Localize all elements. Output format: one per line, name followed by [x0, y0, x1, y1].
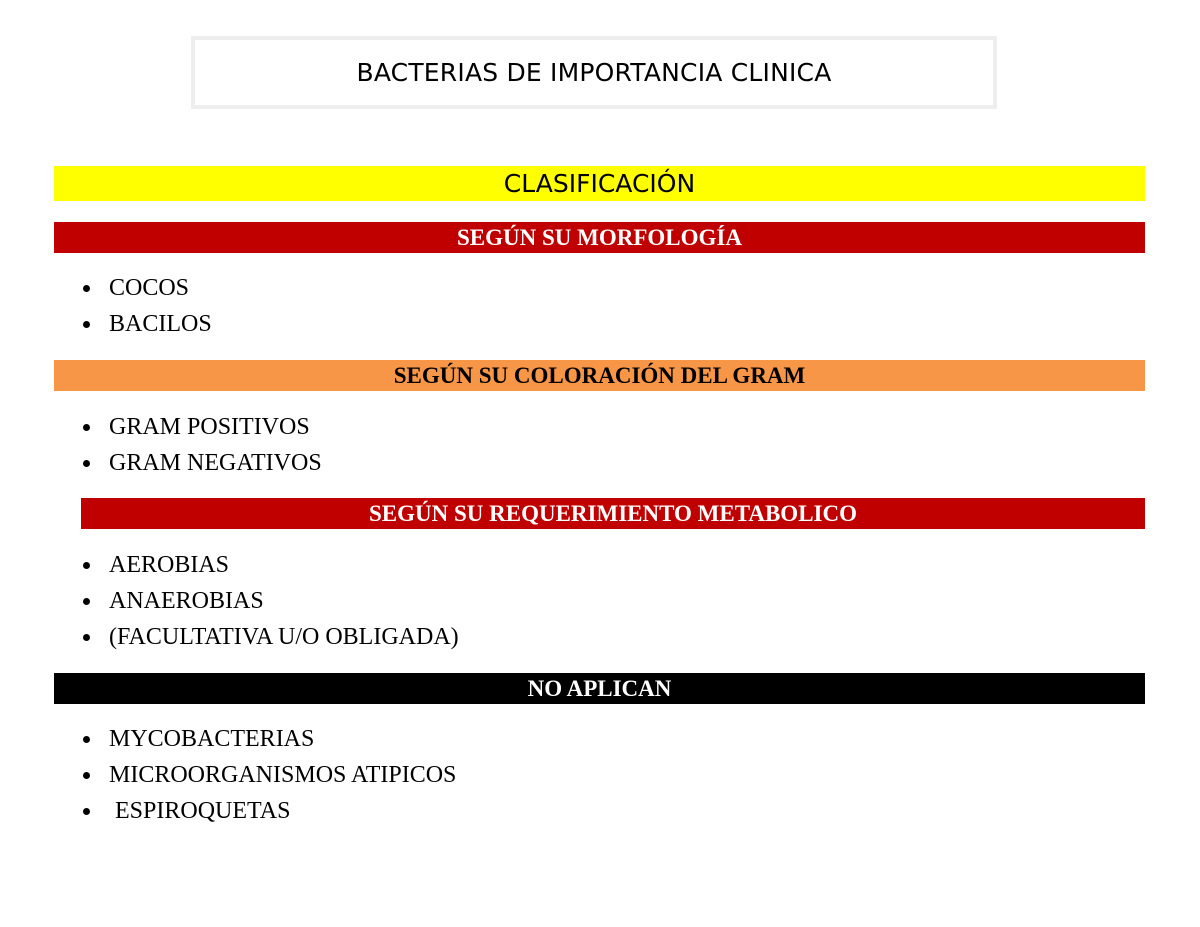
document-title: BACTERIAS DE IMPORTANCIA CLINICA [191, 36, 997, 109]
list-item [80, 270, 212, 306]
bullet-icon [83, 321, 90, 328]
section-list-gram [80, 409, 322, 481]
bullet-icon [83, 285, 90, 292]
bullet-icon [83, 424, 90, 431]
list-item [80, 547, 459, 583]
section-heading-requerimiento-metabolico: SEGÚN SU REQUERIMIENTO METABOLICO [81, 498, 1145, 529]
bullet-icon [83, 736, 90, 743]
list-item [80, 619, 459, 655]
section-heading-morfologia: SEGÚN SU MORFOLOGÍA [54, 222, 1145, 253]
classification-heading: CLASIFICACIÓN [54, 166, 1145, 201]
list-item [80, 793, 456, 829]
bullet-icon [83, 772, 90, 779]
bullet-icon [83, 808, 90, 815]
list-item [80, 583, 459, 619]
section-list-morfologia [80, 270, 212, 342]
list-item-label: (FACULTATIVA U/O OBLIGADA) [109, 624, 459, 650]
list-item [80, 306, 212, 342]
section-heading-gram: SEGÚN SU COLORACIÓN DEL GRAM [54, 360, 1145, 391]
list-item-label: AEROBIAS [109, 552, 230, 578]
list-item-label: GRAM POSITIVOS [109, 414, 310, 440]
bullet-icon [83, 598, 90, 605]
list-item [80, 445, 322, 481]
list-item-label: MYCOBACTERIAS [109, 726, 315, 752]
section-heading-no-aplican: NO APLICAN [54, 673, 1145, 704]
list-item-label: ESPIROQUETAS [109, 798, 291, 824]
section-list-requerimiento-metabolico [80, 547, 459, 655]
list-item [80, 721, 456, 757]
bullet-icon [83, 562, 90, 569]
list-item [80, 409, 322, 445]
list-item-label: ANAEROBIAS [109, 588, 264, 614]
list-item-label: BACILOS [109, 311, 212, 337]
list-item-label: MICROORGANISMOS ATIPICOS [109, 762, 457, 788]
list-item-label: GRAM NEGATIVOS [109, 450, 322, 476]
list-item-label: COCOS [109, 275, 190, 301]
bullet-icon [83, 460, 90, 467]
bullet-icon [83, 634, 90, 641]
list-item [80, 757, 456, 793]
section-list-no-aplican [80, 721, 456, 829]
